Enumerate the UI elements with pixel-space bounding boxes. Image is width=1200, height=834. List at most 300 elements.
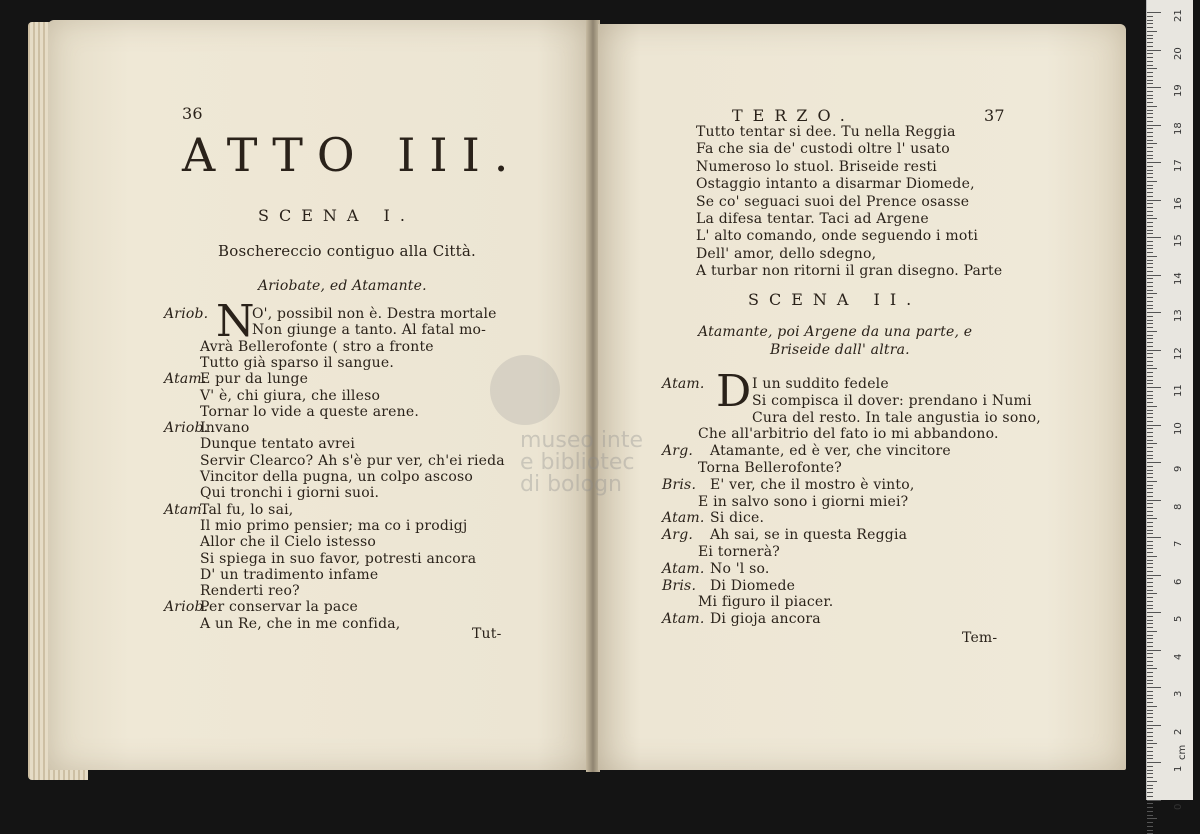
ruler-minor-tick	[1147, 567, 1153, 568]
dialogue-line: E' ver, che il mostro è vinto,	[710, 476, 915, 493]
ruler-minor-tick	[1147, 530, 1153, 531]
ruler-minor-tick	[1147, 822, 1153, 823]
ruler-minor-tick	[1147, 541, 1153, 542]
ruler-minor-tick	[1147, 627, 1153, 628]
ruler-minor-tick	[1147, 631, 1157, 632]
verse-line: Dell' amor, dello sdegno,	[696, 245, 877, 262]
ruler-major-tick	[1147, 350, 1161, 351]
ruler-minor-tick	[1147, 53, 1153, 54]
ruler-minor-tick	[1147, 27, 1153, 28]
ruler-minor-tick	[1147, 68, 1157, 69]
ruler-minor-tick	[1147, 380, 1153, 381]
ruler-minor-tick	[1147, 740, 1153, 741]
ruler-major-tick	[1147, 200, 1161, 201]
ruler-minor-tick	[1147, 758, 1153, 759]
verse-line: Tutto tentar si dee. Tu nella Reggia	[696, 124, 956, 140]
ruler-minor-tick	[1147, 788, 1153, 789]
dialogue-line: Ah sai, se in questa Reggia	[710, 527, 908, 544]
dialogue-line: Tornar lo vide a queste arene.	[200, 403, 420, 420]
ruler-minor-tick	[1147, 196, 1153, 197]
left-catchword: Tut-	[472, 626, 502, 642]
ruler-minor-tick	[1147, 642, 1153, 643]
dialogue-line: Di Diomede	[710, 577, 796, 594]
ruler-major-tick	[1147, 50, 1161, 51]
dialogue-line: Cura del resto. In tale angustia io sono,	[752, 409, 1041, 426]
ruler-minor-tick	[1147, 428, 1153, 429]
ruler-major-tick	[1147, 275, 1161, 276]
ruler-minor-tick	[1147, 545, 1153, 546]
ruler-major-tick	[1147, 462, 1161, 463]
ruler-minor-tick	[1147, 710, 1153, 711]
ruler-minor-tick	[1147, 278, 1153, 279]
ruler-minor-tick	[1147, 177, 1153, 178]
ruler-major-tick	[1147, 500, 1161, 501]
ruler-minor-tick	[1147, 106, 1157, 107]
ruler-minor-tick	[1147, 20, 1153, 21]
ruler-minor-tick	[1147, 376, 1153, 377]
ruler-minor-tick	[1147, 23, 1153, 24]
ruler-minor-tick	[1147, 481, 1157, 482]
ruler-minor-tick	[1147, 563, 1153, 564]
ruler-minor-tick	[1147, 732, 1153, 733]
watermark-logo	[490, 355, 560, 425]
ruler-minor-tick	[1147, 132, 1153, 133]
scene-characters: Ariobate, ed Atamante.	[258, 278, 427, 294]
ruler-minor-tick	[1147, 560, 1153, 561]
ruler-minor-tick	[1147, 432, 1153, 433]
ruler-minor-tick	[1147, 646, 1153, 647]
ruler-minor-tick	[1147, 215, 1153, 216]
ruler-minor-tick	[1147, 335, 1153, 336]
ruler-minor-tick	[1147, 815, 1153, 816]
ruler-number: 16	[1173, 196, 1184, 210]
ruler-minor-tick	[1147, 320, 1153, 321]
ruler-minor-tick	[1147, 76, 1153, 77]
ruler-minor-tick	[1147, 436, 1153, 437]
ruler-major-tick	[1147, 387, 1161, 388]
watermark	[520, 430, 643, 496]
ruler-minor-tick	[1147, 391, 1153, 392]
ruler-minor-tick	[1147, 638, 1153, 639]
ruler-minor-tick	[1147, 395, 1153, 396]
ruler-minor-tick	[1147, 338, 1153, 339]
ruler-minor-tick	[1147, 327, 1153, 328]
scene2-characters-2: Briseide dall' altra.	[770, 342, 910, 358]
ruler-number: 19	[1173, 84, 1184, 97]
ruler-minor-tick	[1147, 451, 1153, 452]
ruler-minor-tick	[1147, 792, 1153, 793]
ruler-minor-tick	[1147, 117, 1153, 118]
ruler-number: 14	[1173, 271, 1184, 285]
ruler-minor-tick	[1147, 691, 1153, 692]
ruler-minor-tick	[1147, 110, 1153, 111]
speaker-label: Atam.	[662, 376, 705, 392]
speaker-label: Ariob.	[164, 599, 209, 616]
ruler-minor-tick	[1147, 260, 1153, 261]
ruler-minor-tick	[1147, 170, 1153, 171]
ruler-minor-tick	[1147, 473, 1153, 474]
ruler-minor-tick	[1147, 365, 1153, 366]
ruler-minor-tick	[1147, 398, 1153, 399]
ruler-minor-tick	[1147, 357, 1153, 358]
ruler-minor-tick	[1147, 241, 1153, 242]
drop-initial: N	[216, 296, 255, 347]
ruler-number: 3	[1173, 690, 1184, 697]
ruler-minor-tick	[1147, 140, 1153, 141]
ruler-minor-tick	[1147, 316, 1153, 317]
ruler-minor-tick	[1147, 593, 1157, 594]
ruler-minor-tick	[1147, 353, 1153, 354]
ruler-minor-tick	[1147, 342, 1153, 343]
ruler-minor-tick	[1147, 421, 1153, 422]
ruler-major-tick	[1147, 725, 1161, 726]
ruler-minor-tick	[1147, 526, 1153, 527]
scene-setting: Boschereccio contiguo alla Città.	[218, 242, 477, 260]
ruler-number: 10	[1173, 421, 1184, 435]
dialogue-line: A un Re, che in me confida,	[200, 615, 401, 632]
ruler-minor-tick	[1147, 61, 1153, 62]
ruler-minor-tick	[1147, 770, 1153, 771]
ruler-minor-tick	[1147, 80, 1153, 81]
ruler-number: 1	[1173, 765, 1184, 772]
dialogue-line: D' un tradimento infame	[200, 566, 379, 583]
ruler-minor-tick	[1147, 443, 1157, 444]
ruler-minor-tick	[1147, 248, 1153, 249]
speaker-label: Atam.	[662, 560, 705, 577]
dialogue-line: Dunque tentato avrei	[200, 436, 356, 453]
ruler-minor-tick	[1147, 406, 1157, 407]
ruler-minor-tick	[1147, 466, 1153, 467]
speaker-label: Atam.	[164, 371, 207, 388]
ruler-minor-tick	[1147, 803, 1153, 804]
ruler-minor-tick	[1147, 417, 1153, 418]
ruler-minor-tick	[1147, 511, 1153, 512]
ruler-minor-tick	[1147, 515, 1153, 516]
ruler-minor-tick	[1147, 95, 1153, 96]
dialogue-line: Che all'arbitrio del fato io mi abbandono.	[698, 426, 999, 443]
ruler-minor-tick	[1147, 507, 1153, 508]
ruler-major-tick	[1147, 125, 1161, 126]
ruler-minor-tick	[1147, 683, 1153, 684]
speaker-label: Arg.	[662, 443, 694, 460]
right-catchword: Tem-	[962, 630, 998, 646]
ruler-minor-tick	[1147, 38, 1153, 39]
ruler-minor-tick	[1147, 323, 1153, 324]
speaker-label: Arg.	[662, 527, 694, 544]
ruler-minor-tick	[1147, 477, 1153, 478]
ruler-major-tick	[1147, 762, 1161, 763]
ruler-major-tick	[1147, 537, 1161, 538]
ruler-number: 7	[1173, 540, 1184, 547]
ruler-minor-tick	[1147, 601, 1153, 602]
verse-line: La difesa tentar. Taci ad Argene	[696, 211, 929, 227]
ruler-minor-tick	[1147, 245, 1153, 246]
ruler-major-tick	[1147, 612, 1161, 613]
drop-initial: D	[716, 366, 752, 417]
ruler-minor-tick	[1147, 818, 1157, 819]
dialogue-line: Ei tornerà?	[698, 544, 780, 560]
ruler-minor-tick	[1147, 736, 1153, 737]
ruler-minor-tick	[1147, 185, 1153, 186]
ruler-minor-tick	[1147, 57, 1153, 58]
ruler-minor-tick	[1147, 706, 1157, 707]
ruler-minor-tick	[1147, 263, 1153, 264]
ruler-major-tick	[1147, 687, 1161, 688]
ruler-minor-tick	[1147, 796, 1153, 797]
ruler-minor-tick	[1147, 455, 1153, 456]
ruler-minor-tick	[1147, 267, 1153, 268]
ruler-minor-tick	[1147, 252, 1153, 253]
ruler-minor-tick	[1147, 102, 1153, 103]
ruler-number: 12	[1173, 346, 1184, 360]
ruler-minor-tick	[1147, 661, 1153, 662]
ruler-minor-tick	[1147, 616, 1153, 617]
ruler-minor-tick	[1147, 785, 1153, 786]
ruler-minor-tick	[1147, 207, 1153, 208]
ruler-minor-tick	[1147, 147, 1153, 148]
ruler-minor-tick	[1147, 136, 1153, 137]
ruler-minor-tick	[1147, 552, 1153, 553]
ruler-minor-tick	[1147, 635, 1153, 636]
ruler-number: 17	[1173, 159, 1184, 172]
ruler-minor-tick	[1147, 155, 1153, 156]
ruler-minor-tick	[1147, 781, 1157, 782]
ruler-minor-tick	[1147, 290, 1153, 291]
right-page	[598, 24, 1126, 770]
ruler-minor-tick	[1147, 143, 1157, 144]
speaker-label: Atam.	[662, 510, 705, 527]
dialogue-line: Mi figuro il piacer.	[698, 594, 834, 611]
ruler-minor-tick	[1147, 226, 1153, 227]
ruler-minor-tick	[1147, 372, 1153, 373]
ruler-number: 20	[1173, 46, 1184, 60]
ruler-minor-tick	[1147, 620, 1153, 621]
ruler-minor-tick	[1147, 222, 1153, 223]
dialogue-line: Avrà Bellerofonte ( stro a fronte	[200, 338, 434, 355]
ruler-minor-tick	[1147, 410, 1153, 411]
ruler-number: 9	[1173, 465, 1184, 472]
dialogue-line: Si spiega in suo favor, potresti ancora	[200, 550, 477, 567]
ruler-minor-tick	[1147, 72, 1153, 73]
ruler-minor-tick	[1147, 586, 1153, 587]
ruler-minor-tick	[1147, 83, 1153, 84]
ruler-minor-tick	[1147, 293, 1157, 294]
ruler-minor-tick	[1147, 286, 1153, 287]
ruler-minor-tick	[1147, 717, 1153, 718]
left-page-number: 36	[182, 104, 203, 123]
ruler-minor-tick	[1147, 751, 1153, 752]
ruler-minor-tick	[1147, 597, 1153, 598]
ruler-minor-tick	[1147, 361, 1153, 362]
ruler-minor-tick	[1147, 680, 1153, 681]
ruler-minor-tick	[1147, 496, 1153, 497]
ruler-minor-tick	[1147, 282, 1153, 283]
dialogue-line: O', possibil non è. Destra mortale	[252, 306, 497, 322]
ruler-minor-tick	[1147, 447, 1153, 448]
ruler-minor-tick	[1147, 121, 1153, 122]
ruler-number: 21	[1173, 9, 1184, 22]
ruler-minor-tick	[1147, 301, 1153, 302]
ruler-number: 15	[1173, 234, 1184, 247]
running-head: TERZO.	[732, 106, 855, 125]
ruler-unit: cm	[1177, 744, 1188, 760]
ruler-major-tick	[1147, 425, 1161, 426]
verse-line: Fa che sia de' custodi oltre l' usato	[696, 141, 950, 158]
ruler-minor-tick	[1147, 571, 1153, 572]
ruler-minor-tick	[1147, 113, 1153, 114]
ruler-minor-tick	[1147, 676, 1153, 677]
ruler-minor-tick	[1147, 653, 1153, 654]
dialogue-line: Renderti reo?	[200, 583, 300, 600]
verse-line: Se co' seguaci suoi del Prence osasse	[696, 193, 970, 210]
measuring-ruler	[1146, 0, 1193, 810]
dialogue-line: Per conservar la pace	[200, 599, 358, 616]
ruler-minor-tick	[1147, 192, 1153, 193]
ruler-number: 4	[1173, 653, 1184, 660]
ruler-number: 0	[1173, 803, 1184, 810]
ruler-minor-tick	[1147, 743, 1157, 744]
ruler-minor-tick	[1147, 256, 1157, 257]
ruler-minor-tick	[1147, 578, 1153, 579]
dialogue-line: Si dice.	[710, 510, 765, 527]
ruler-minor-tick	[1147, 492, 1153, 493]
ruler-minor-tick	[1147, 181, 1157, 182]
ruler-minor-tick	[1147, 518, 1157, 519]
ruler-minor-tick	[1147, 582, 1153, 583]
speaker-label: Bris.	[662, 577, 697, 594]
ruler-minor-tick	[1147, 665, 1153, 666]
ruler-minor-tick	[1147, 98, 1153, 99]
ruler-minor-tick	[1147, 503, 1153, 504]
ruler-minor-tick	[1147, 65, 1153, 66]
right-page-number: 37	[984, 106, 1005, 125]
act-title: ATTO III.	[182, 128, 523, 182]
ruler-major-tick	[1147, 162, 1161, 163]
dialogue-line: Servir Clearco? Ah s'è pur ver, ch'ei rieda	[200, 452, 505, 469]
watermark-line1: museo inte	[520, 428, 644, 453]
ruler-minor-tick	[1147, 346, 1153, 347]
ruler-minor-tick	[1147, 728, 1153, 729]
ruler-minor-tick	[1147, 31, 1157, 32]
ruler-minor-tick	[1147, 128, 1153, 129]
dialogue-line: Vincitor della pugna, un colpo ascoso	[200, 469, 473, 485]
ruler-minor-tick	[1147, 203, 1153, 204]
ruler-minor-tick	[1147, 166, 1153, 167]
ruler-minor-tick	[1147, 413, 1153, 414]
watermark-line3: di bologn	[520, 472, 622, 497]
ruler-minor-tick	[1147, 702, 1153, 703]
ruler-major-tick	[1147, 575, 1161, 576]
verse-line: L' alto comando, onde seguendo i moti	[696, 228, 978, 245]
dialogue-line: Torna Bellerofonte?	[698, 460, 842, 476]
ruler-minor-tick	[1147, 488, 1153, 489]
ruler-minor-tick	[1147, 657, 1153, 658]
ruler-number: 8	[1173, 503, 1184, 510]
verse-line: A turbar non ritorni il gran disegno. Parte	[696, 263, 1003, 280]
ruler-minor-tick	[1147, 777, 1153, 778]
ruler-minor-tick	[1147, 755, 1153, 756]
dialogue-line: Di gioja ancora	[710, 611, 821, 628]
ruler-minor-tick	[1147, 721, 1153, 722]
ruler-minor-tick	[1147, 807, 1153, 808]
ruler-minor-tick	[1147, 42, 1153, 43]
ruler-minor-tick	[1147, 211, 1153, 212]
scene-title-right: SCENA II.	[748, 290, 922, 309]
ruler-minor-tick	[1147, 548, 1153, 549]
ruler-minor-tick	[1147, 402, 1153, 403]
speaker-label: Atam.	[662, 611, 705, 628]
ruler-minor-tick	[1147, 440, 1153, 441]
dialogue-line: Atamante, ed è ver, che vincitore	[710, 443, 951, 460]
ruler-minor-tick	[1147, 826, 1153, 827]
ruler-minor-tick	[1147, 773, 1153, 774]
ruler-minor-tick	[1147, 672, 1153, 673]
ruler-minor-tick	[1147, 623, 1153, 624]
ruler-minor-tick	[1147, 485, 1153, 486]
ruler-minor-tick	[1147, 698, 1153, 699]
verse-line: Ostaggio intanto a disarmar Diomede,	[696, 176, 975, 193]
dialogue-line: Non giunge a tanto. Al fatal mo-	[252, 322, 487, 339]
ruler-minor-tick	[1147, 151, 1153, 152]
ruler-minor-tick	[1147, 668, 1157, 669]
watermark-line2: e bibliotec	[520, 450, 635, 475]
ruler-number: 2	[1173, 728, 1184, 735]
speaker-label: Ariob.	[164, 420, 209, 437]
ruler-number: 5	[1173, 615, 1184, 622]
ruler-minor-tick	[1147, 522, 1153, 523]
ruler-minor-tick	[1147, 458, 1153, 459]
dialogue-line: E in salvo sono i giorni miei?	[698, 493, 909, 510]
ruler-minor-tick	[1147, 305, 1153, 306]
ruler-minor-tick	[1147, 608, 1153, 609]
ruler-minor-tick	[1147, 16, 1153, 17]
ruler-minor-tick	[1147, 91, 1153, 92]
ruler-number: 11	[1173, 384, 1184, 397]
ruler-minor-tick	[1147, 233, 1153, 234]
dialogue-line: V' è, chi giura, che illeso	[200, 387, 381, 404]
ruler-minor-tick	[1147, 331, 1157, 332]
dialogue-line: Allor che il Cielo istesso	[200, 534, 377, 551]
ruler-minor-tick	[1147, 766, 1153, 767]
ruler-minor-tick	[1147, 46, 1153, 47]
ruler-minor-tick	[1147, 308, 1153, 309]
speaker-label: Atam.	[164, 501, 207, 518]
ruler-minor-tick	[1147, 556, 1157, 557]
ruler-major-tick	[1147, 12, 1161, 13]
ruler-major-tick	[1147, 312, 1161, 313]
ruler-major-tick	[1147, 650, 1161, 651]
dialogue-line: Tutto già sparso il sangue.	[200, 354, 395, 371]
ruler-minor-tick	[1147, 297, 1153, 298]
ruler-minor-tick	[1147, 173, 1153, 174]
dialogue-line: Invano	[200, 420, 250, 437]
ruler-minor-tick	[1147, 35, 1153, 36]
ruler-major-tick	[1147, 237, 1161, 238]
dialogue-line: I un suddito fedele	[752, 376, 889, 392]
ruler-minor-tick	[1147, 811, 1153, 812]
ruler-minor-tick	[1147, 271, 1153, 272]
verse-line: Numeroso lo stuol. Briseide resti	[696, 158, 937, 175]
ruler-minor-tick	[1147, 695, 1153, 696]
ruler-minor-tick	[1147, 605, 1153, 606]
ruler-minor-tick	[1147, 470, 1153, 471]
ruler-minor-tick	[1147, 713, 1153, 714]
ruler-number: 18	[1173, 121, 1184, 135]
scene-title-left: SCENA I.	[258, 206, 415, 225]
dialogue-line: E pur da lunge	[200, 371, 309, 388]
ruler-minor-tick	[1147, 590, 1153, 591]
ruler-minor-tick	[1147, 188, 1153, 189]
